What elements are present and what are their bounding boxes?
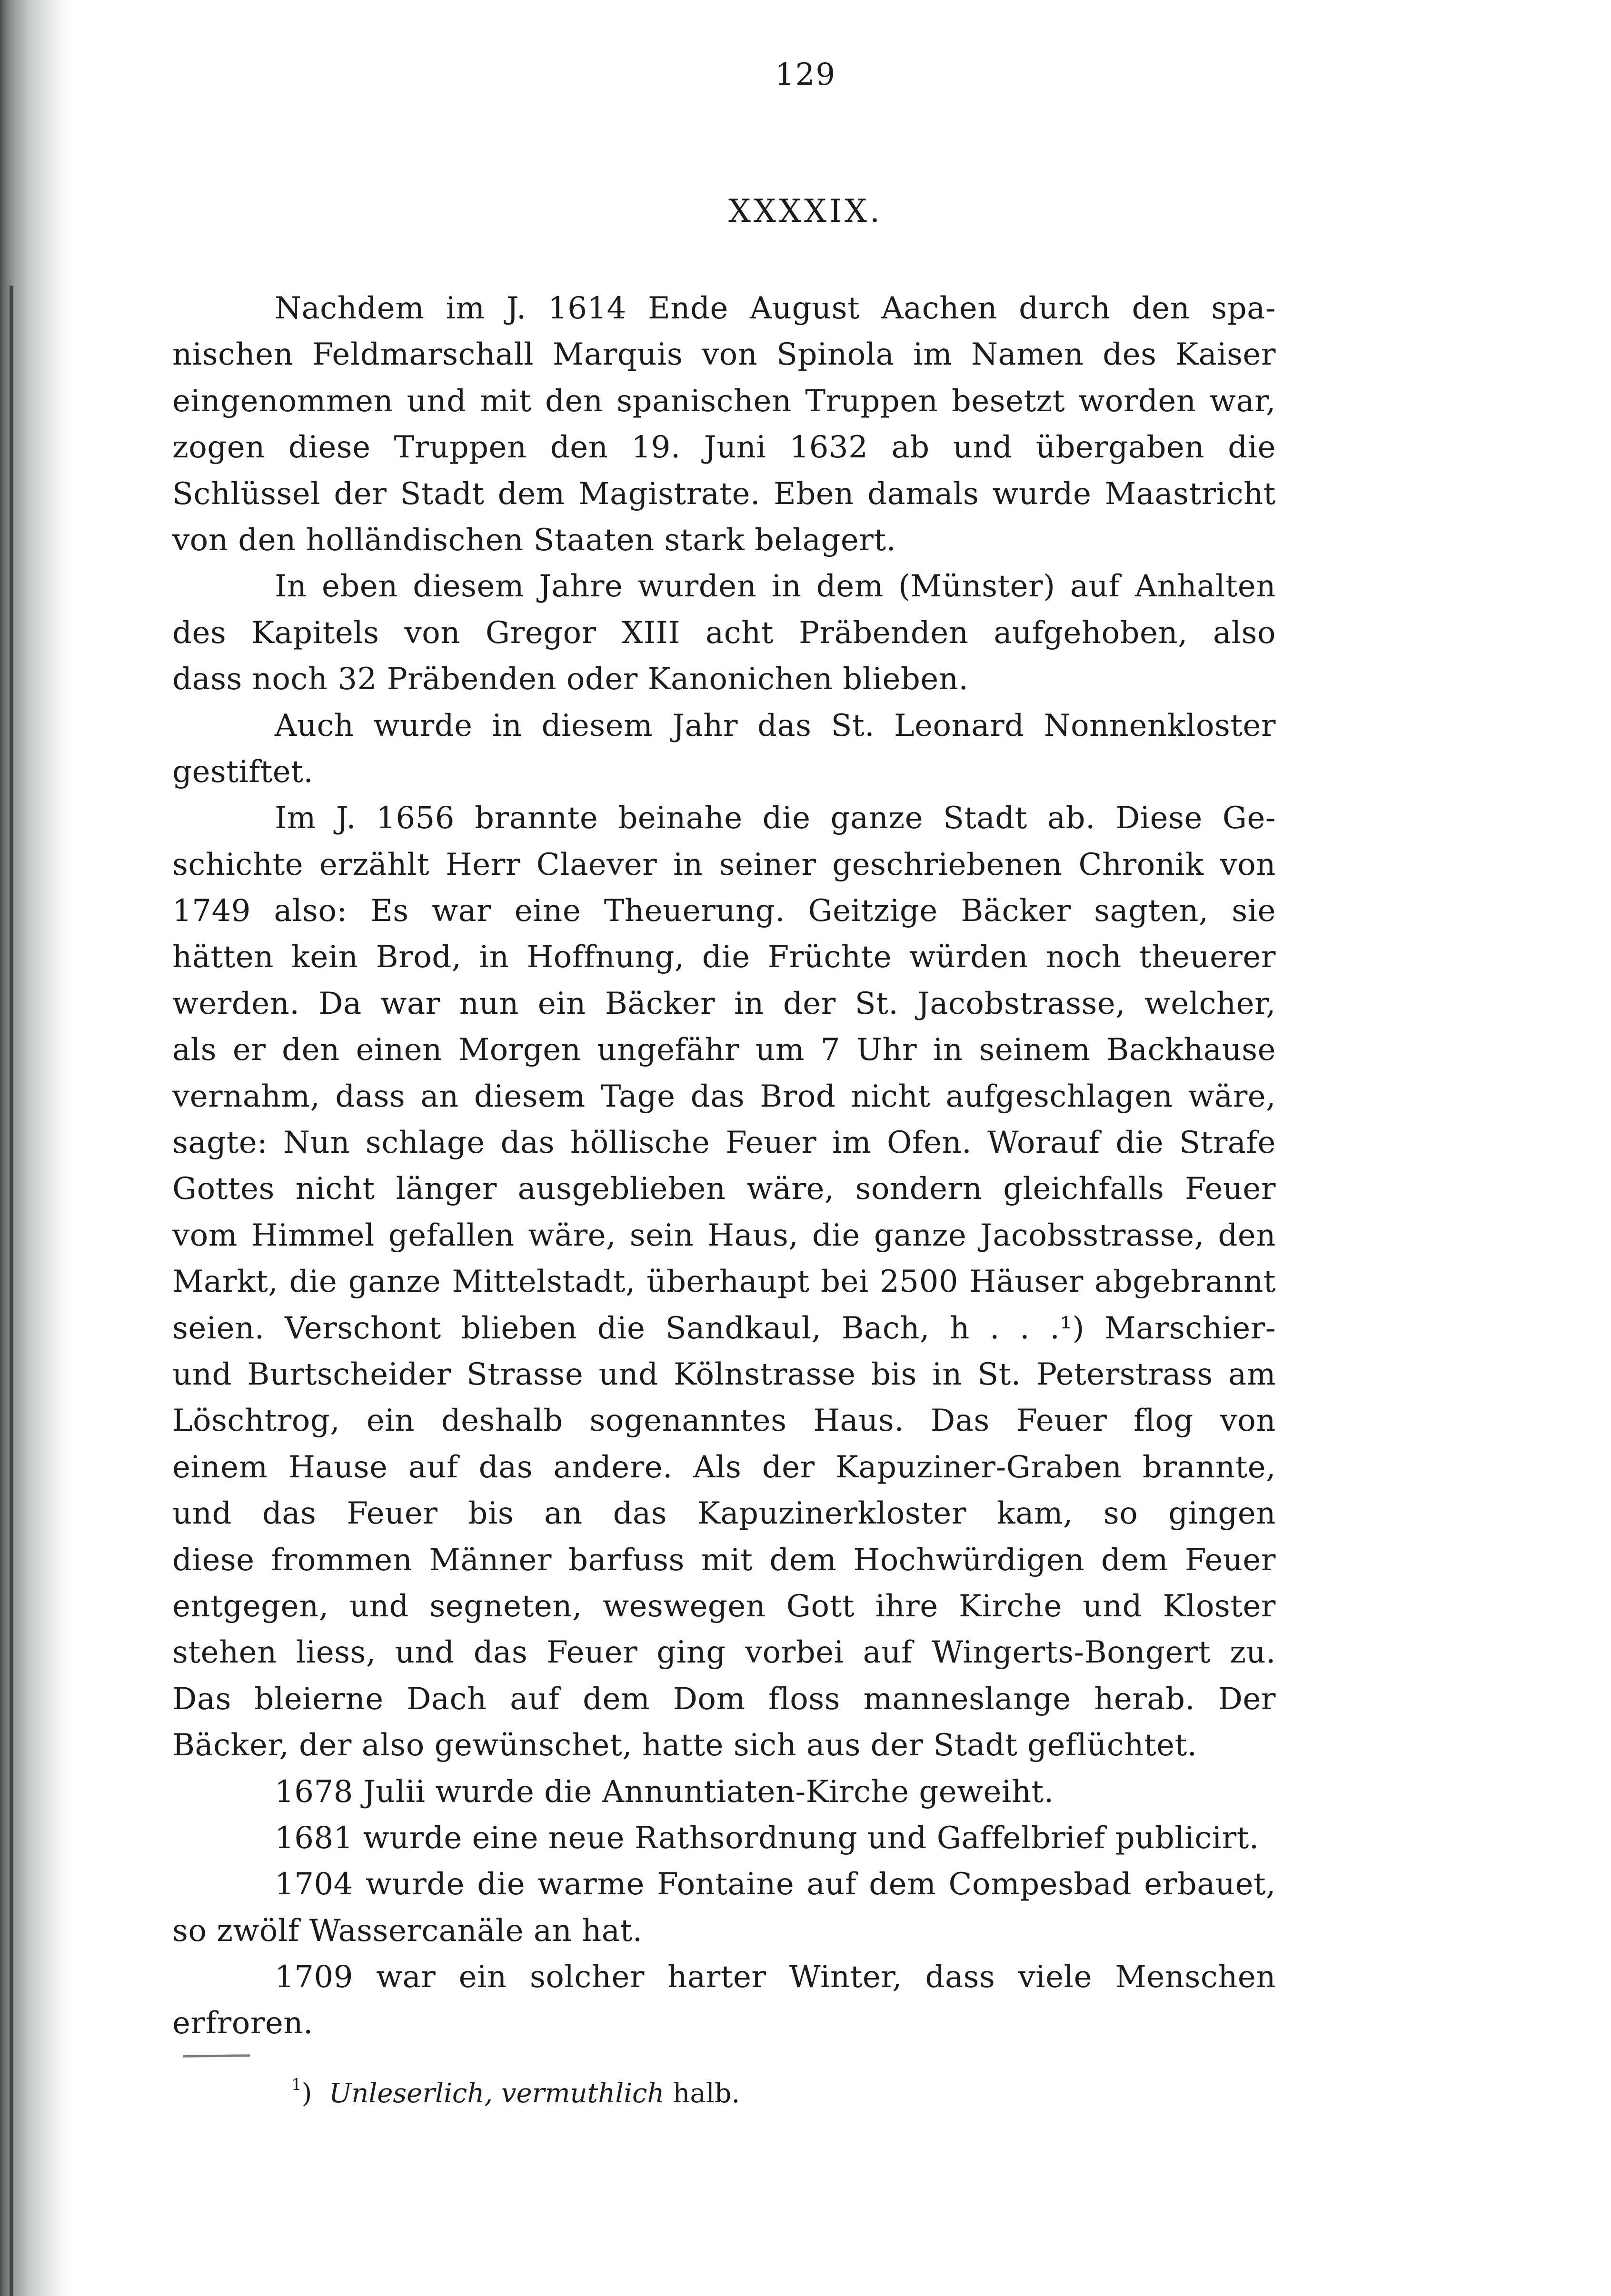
text-line: des Kapitels von Gregor XIII acht Präbenden aufgehoben, also — [172, 615, 1276, 651]
text-line: Im J. 1656 brannte beinahe die ganze Stadt ab. Diese Ge- — [275, 801, 1276, 836]
paragraph — [172, 703, 1276, 796]
text-line: stehen liess, und das Feuer ging vorbei auf Wingerts-Bongert zu. — [172, 1635, 1276, 1671]
text-line: als er den einen Morgen ungefähr um 7 Uhr in seinem Backhause — [172, 1032, 1276, 1068]
text-line: so zwölf Wassercanäle an hat. — [172, 1913, 643, 1949]
page-binding-edge — [10, 286, 13, 2296]
text-line: Das bleierne Dach auf dem Dom floss manneslange herab. Der — [172, 1681, 1276, 1717]
text-line: In eben diesem Jahre wurden in dem (Münster) auf Anhalten — [275, 569, 1276, 604]
text-line: eingenommen und mit den spanischen Truppen besetzt worden war, — [172, 383, 1276, 419]
text-line: zogen diese Truppen den 19. Juni 1632 ab und übergaben die — [172, 430, 1276, 465]
text-line: vernahm, dass an diesem Tage das Brod nicht aufgeschlagen wäre, — [172, 1079, 1276, 1114]
text-line: Löschtrog, ein deshalb sogenanntes Haus. Das Feuer flog von — [172, 1403, 1276, 1439]
footnote-plain-text: halb. — [673, 2078, 740, 2109]
footnote — [291, 2075, 740, 2109]
footnote-italic-text: Unleserlich, vermuthlich — [329, 2078, 665, 2109]
text-line: 1709 war ein solcher harter Winter, dass viele Menschen — [275, 1960, 1276, 1995]
text-line: sagte: Nun schlage das höllische Feuer im Ofen. Worauf die Strafe — [172, 1125, 1276, 1161]
text-line: schichte erzählt Herr Claever in seiner geschriebenen Chronik von — [172, 847, 1276, 882]
text-line: vom Himmel gefallen wäre, sein Haus, die ganze Jacobsstrasse, den — [172, 1217, 1276, 1253]
text-line: 1749 also: Es war eine Theuerung. Geitzige Bäcker sagten, sie — [172, 893, 1276, 929]
paragraph — [172, 564, 1276, 703]
text-line: und Burtscheider Strasse und Kölnstrasse bis in St. Peterstrass am — [172, 1356, 1276, 1392]
text-line: Bäcker, der also gewünschet, hatte sich aus der Stadt geflüchtet. — [172, 1728, 1197, 1763]
footnote-divider — [183, 2054, 250, 2057]
text-line: Gottes nicht länger ausgeblieben wäre, sondern gleichfalls Feuer — [172, 1171, 1276, 1207]
text-line: 1678 Julii wurde die Annuntiaten-Kirche geweiht. — [275, 1774, 1054, 1810]
text-line: entgegen, und segneten, weswegen Gott ihre Kirche und Kloster — [172, 1588, 1276, 1624]
footnote-marker: 1 — [291, 2075, 302, 2094]
text-line: und das Feuer bis an das Kapuzinerkloster kam, so gingen — [172, 1496, 1276, 1532]
text-line: Auch wurde in diesem Jahr das St. Leonard Nonnenkloster — [275, 708, 1276, 743]
text-line: werden. Da war nun ein Bäcker in der St. Jacobstrasse, welcher, — [172, 986, 1276, 1021]
chapter-heading: XXXXIX. — [728, 193, 883, 229]
text-line: 1704 wurde die warme Fontaine auf dem Compesbad erbauet, — [275, 1867, 1276, 1902]
text-line: diese frommen Männer barfuss mit dem Hochwürdigen dem Feuer — [172, 1542, 1276, 1578]
page-number: 129 — [775, 57, 836, 92]
paragraph — [172, 1769, 1276, 1815]
footnote-paren: ) — [301, 2078, 329, 2109]
paragraph — [172, 1861, 1276, 1954]
paragraph — [172, 1954, 1276, 2047]
text-line: Markt, die ganze Mittelstadt, überhaupt bei 2500 Häuser abgebrannt — [172, 1264, 1276, 1300]
text-line: 1681 wurde eine neue Rathsordnung und Gaffelbrief publicirt. — [275, 1820, 1259, 1856]
text-line: nischen Feldmarschall Marquis von Spinola im Namen des Kaiser — [172, 337, 1276, 373]
text-line: von den holländischen Staaten stark belagert. — [172, 522, 896, 558]
paragraph — [172, 286, 1276, 564]
text-line: Schlüssel der Stadt dem Magistrate. Eben damals wurde Maastricht — [172, 476, 1276, 512]
text-line: hätten kein Brod, in Hoffnung, die Früchte würden noch theuerer — [172, 940, 1276, 975]
text-line: dass noch 32 Präbenden oder Kanonichen blieben. — [172, 662, 969, 697]
text-line: einem Hause auf das andere. Als der Kapuziner-Graben brannte, — [172, 1449, 1276, 1485]
paragraph — [172, 1815, 1276, 1861]
text-line: erfroren. — [172, 2006, 313, 2041]
body-text — [172, 286, 1276, 2047]
text-line: gestiftet. — [172, 754, 314, 790]
text-line: seien. Verschont blieben die Sandkaul, Bach, h . . .¹) Marschier- — [172, 1310, 1276, 1346]
paragraph — [172, 795, 1276, 1769]
text-line: Nachdem im J. 1614 Ende August Aachen durch den spa- — [275, 291, 1276, 326]
